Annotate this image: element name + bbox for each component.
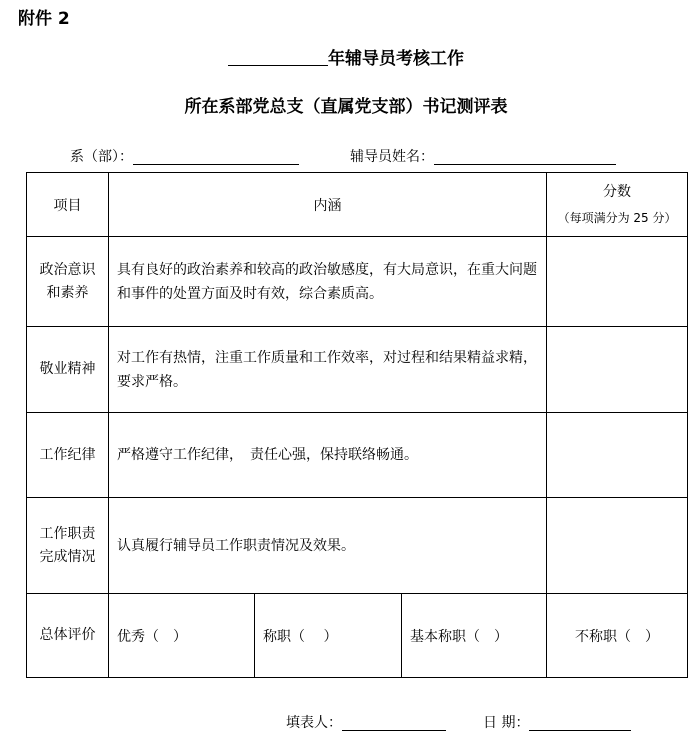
filler-label: 填表人：	[286, 715, 342, 731]
row-item-line: 和素养	[46, 284, 89, 301]
dept-blank-line	[133, 149, 299, 165]
option-basically-competent[interactable]: 基本称职（ ）	[402, 594, 547, 678]
row-content: 具有良好的政治素养和较高的政治敏感度，有大局意识，在重大问题和事件的处置方面及时有效，综合素质高。	[109, 237, 547, 327]
row-item	[27, 237, 109, 327]
row-item-line: 完成情况	[39, 548, 96, 565]
score-cell[interactable]	[547, 413, 688, 498]
row-content: 认真履行辅导员工作职责情况及效果。	[109, 498, 547, 594]
header-content: 内涵	[109, 173, 547, 237]
dept-label: 系（部）：	[70, 149, 133, 165]
score-cell[interactable]	[547, 327, 688, 413]
row-content: 对工作有热情，注重工作质量和工作效率，对过程和结果精益求精，要求严格。	[109, 327, 547, 413]
score-cell[interactable]	[547, 498, 688, 594]
year-blank-line	[228, 49, 328, 66]
header-score-note: （每项满分为 25 分）	[557, 210, 677, 225]
option-incompetent[interactable]: 不称职（ ）	[547, 594, 688, 678]
date-blank-line	[529, 715, 631, 731]
counselor-name-field	[350, 146, 616, 166]
counselor-name-blank-line	[434, 149, 616, 165]
date-field	[483, 712, 631, 732]
header-item: 项目	[27, 173, 109, 237]
filler-field	[286, 712, 446, 732]
table-row	[27, 413, 688, 498]
row-item-line: 政治意识	[39, 261, 96, 278]
score-cell[interactable]	[547, 237, 688, 327]
header-score-label: 分数	[603, 183, 632, 200]
page-title: 所在系部党总支（直属党支部）书记测评表	[184, 97, 508, 117]
title-line-1	[0, 44, 692, 69]
row-content: 严格遵守工作纪律， 责任心强，保持联络畅通。	[109, 413, 547, 498]
table-row	[27, 327, 688, 413]
overall-label: 总体评价	[27, 594, 109, 678]
title-year-suffix: 年辅导员考核工作	[328, 49, 464, 69]
row-item	[27, 498, 109, 594]
filler-blank-line	[342, 715, 446, 731]
row-item	[27, 413, 109, 498]
evaluation-table	[26, 172, 688, 678]
date-label: 日 期：	[483, 715, 530, 731]
option-excellent[interactable]: 优秀（ ）	[109, 594, 255, 678]
table-row	[27, 237, 688, 327]
option-competent[interactable]: 称职（ ）	[255, 594, 402, 678]
row-item-line: 工作职责	[39, 525, 96, 542]
row-item	[27, 327, 109, 413]
overall-evaluation-row	[27, 594, 688, 678]
row-item-line: 工作纪律	[39, 446, 96, 463]
header-score	[547, 173, 688, 237]
table-row	[27, 498, 688, 594]
counselor-name-label: 辅导员姓名：	[350, 149, 434, 165]
attachment-label: 附件 2	[18, 9, 70, 29]
dept-field	[70, 146, 299, 166]
table-header-row	[27, 173, 688, 237]
row-item-line: 敬业精神	[39, 361, 96, 377]
